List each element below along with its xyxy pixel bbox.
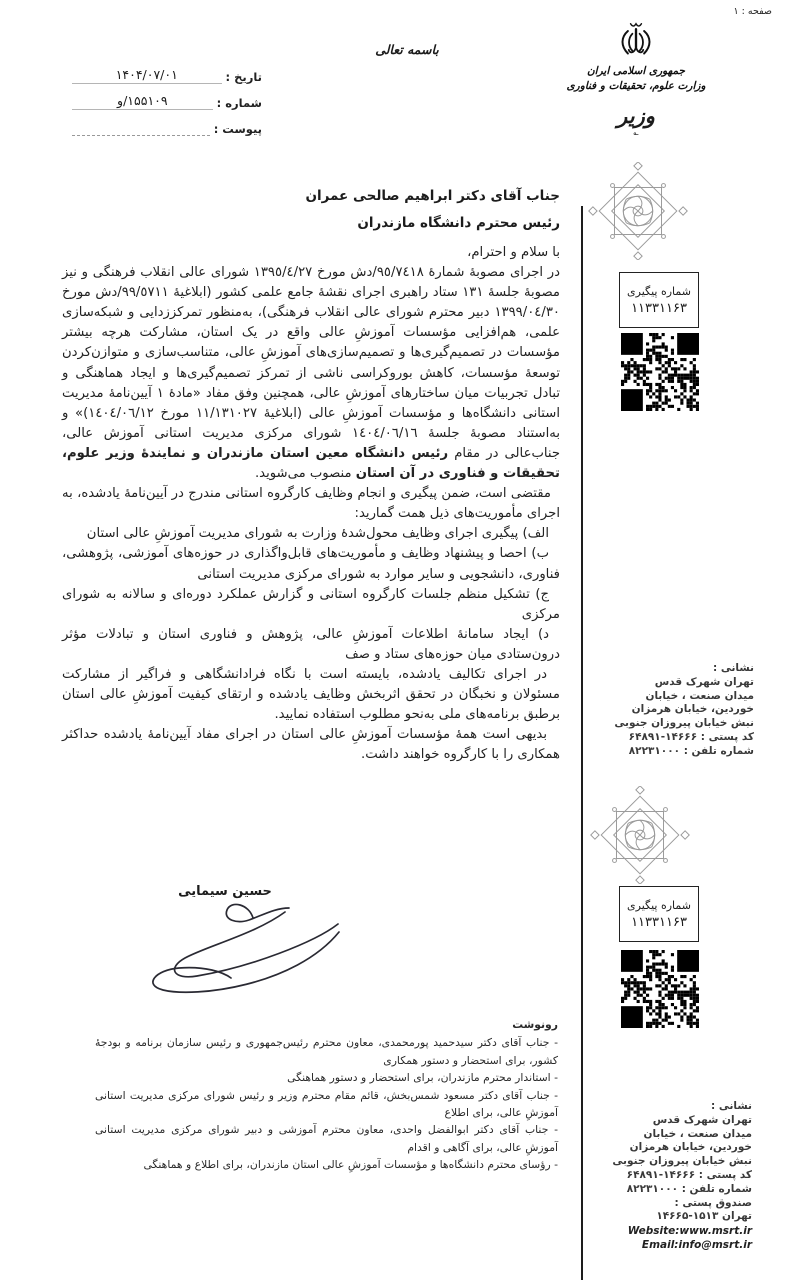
appointment-bold: رئیس دانشگاه معین استان مازندران و نمایندهٔ وزیر علوم، تحقیقات و فناوری در آن استان bbox=[62, 445, 560, 482]
paragraph-closing: بدیهی است همهٔ مؤسسات آموزشِ عالی استان در اجرای مفاد آیین‌نامهٔ یادشده حداکثر همکاری را با کارگروه خواهند داشت. bbox=[62, 727, 560, 763]
letter-body bbox=[62, 243, 560, 765]
tracking-label: شماره پیگیری bbox=[627, 898, 691, 912]
country-name: جمهوری اسلامی ایران bbox=[586, 65, 686, 77]
iran-emblem-icon bbox=[618, 18, 654, 62]
tracking-number: ۱۱۳۳۱۱۶۳ bbox=[631, 914, 687, 930]
paragraph-duties: در اجرای تکالیف یادشده، بایسته است با نگاه فرادانشگاهی و فراگیر از مشارکت مسئولان و نخبگان در تحقق اثربخش وظایف یادشده و ارتقای کیفیت آموزشِ عالی استان برطبق برنامه‌های ملی به‌نحو مطلوب استفاده نمایید. bbox=[62, 666, 560, 723]
address-line: نبش خیابان پیروزان جنوبی bbox=[614, 717, 754, 730]
address-line: تهران ۱۵۱۳-۱۴۶۶۵ bbox=[656, 1210, 752, 1223]
date-row bbox=[72, 58, 262, 84]
email-link[interactable]: Email:info@msrt.ir bbox=[641, 1239, 752, 1252]
address-block-footer bbox=[594, 1100, 752, 1252]
address-line: نبش خیابان پیروزان جنوبی bbox=[612, 1155, 752, 1168]
address-line: خوردین، خیابان هرمزان bbox=[631, 703, 754, 716]
cc-item: - جناب آقای دکتر مسعود شمس‌بخش، قائم مقام محترم وزیر و رئیس شورای مرکزی مدیریت استانی آموزشِ عالی، برای اطلاع bbox=[95, 1087, 558, 1122]
cc-item: - رؤسای محترم دانشگاه‌ها و مؤسسات آموزشِ عالی استان مازندران، برای اطلاع و هماهنگی bbox=[95, 1156, 558, 1173]
number-label: شماره : bbox=[216, 96, 262, 110]
address-block bbox=[596, 662, 754, 759]
paragraph-appointment: در اجرای مصوبهٔ شمارهٔ ٩٥/٧٤١٨/دش مورخ ١٣٩٥/٤/٢٧ شورای عالی انقلاب فرهنگی و نیز مصوبهٔ جلسهٔ ١٣١ ستاد راهبری اجرای نقشهٔ جامع علمی کشور (ابلاغیهٔ ٩٩/٥٧١١/دش مورخ ١٣٩٩/٠٤/٣٠ دبیر محترم شورای عالی انقلاب فرهنگی)، به‌منظور تمرکززدایی و شبکه‌سازی علمی، هم‌افزایی مؤسسات آموزشِ عالی واقع در یک استان، مشارکت هرچه بیشتر مؤسسات در تصمیم‌گیری‌ها و تصمیم‌سازی‌های آموزشِ عالی، متناسب‌سازی و متوازن‌کردن توسعهٔ مؤسسات، کاهش بوروکراسی ناشی از تمرکز تصمیم‌گیری‌ها و ایجاد هماهنگی و تبادل تجربیات میان ساختارهای آموزشِ عالی، همچنین وفق مفاد «مادهٔ ١ آیین‌نامهٔ مدیریت استانی دانشگاه‌ها و مؤسسات آموزشِ عالی (ابلاغیهٔ ١١/١٣١٠٢٧ مورخ ١٤٠٤/٠٦/١٢)» و به‌استناد مصوبهٔ جلسهٔ ١٤٠٤/٠٦/١٦ شورای مرکزی مدیریت استانی آموزش عالی، جناب‌عالی در مقام رئیس دانشگاه معین استان مازندران و نمایندهٔ وزیر علوم، تحقیقات و فناوری در آن استان منصوب می‌شوید. bbox=[62, 265, 561, 482]
tracking-label: شماره پیگیری bbox=[627, 284, 691, 298]
letter-meta bbox=[72, 58, 262, 136]
salutation: با سلام و احترام، bbox=[467, 245, 560, 260]
address-line: صندوق پستی : bbox=[674, 1196, 752, 1209]
vertical-divider bbox=[581, 206, 583, 1280]
cc-title: رونوشت bbox=[512, 1018, 558, 1031]
ornament-mark: ؎ bbox=[633, 128, 639, 138]
tracking-number-box bbox=[619, 272, 699, 328]
signer-name: حسین سیمایی bbox=[178, 884, 272, 899]
attachment-value bbox=[72, 120, 210, 136]
government-header bbox=[555, 18, 717, 138]
mission-item: ج) تشکیل منظم جلسات کارگروه استانی و گزارش عملکرد دوره‌ای و سالانه به شورای مرکزی bbox=[62, 586, 560, 622]
tracking-number-box bbox=[619, 886, 699, 942]
cc-item: - جناب آقای دکتر ابوالفضل واحدی، معاون محترم آموزشی و دبیر شورای مرکزی مدیریت استانی آموزشِ عالی، برای آگاهی و اقدام bbox=[95, 1121, 558, 1156]
address-line: شماره تلفن : ۸۲۲۳۱۰۰۰ bbox=[626, 1182, 752, 1195]
recipient-name: جناب آقای دکتر ابراهیم صالحی عمران bbox=[305, 188, 560, 204]
address-line: نشانی : bbox=[711, 1100, 752, 1112]
minister-title: وزیر bbox=[617, 104, 655, 128]
star-ornament-icon bbox=[590, 786, 690, 884]
attachment-label: پیوست : bbox=[213, 122, 262, 136]
address-line: کد پستی : ۱۴۶۶۶-۶۴۸۹۱ bbox=[628, 730, 754, 743]
ministry-name: وزارت علوم، تحقیقات و فناوری bbox=[566, 80, 706, 92]
address-line: کد پستی : ۱۴۶۶۶-۶۴۸۹۱ bbox=[626, 1168, 752, 1181]
recipient-block bbox=[62, 183, 560, 237]
tracking-number: ۱۱۳۳۱۱۶۳ bbox=[631, 300, 687, 316]
recipient-title: رئیس محترم دانشگاه مازندران bbox=[357, 215, 560, 231]
page-number: صفحه : ۱ bbox=[733, 6, 772, 17]
mission-item: د) ایجاد سامانهٔ اطلاعات آموزشِ عالی، پژوهش و فناوری استان و تبادلات مؤثر درون‌ستادی میان حوزه‌های ستاد و صف bbox=[62, 626, 560, 662]
mission-item: ب) احصا و پیشنهاد وظایف و مأموریت‌های قابل‌واگذاری در حوزه‌های آموزشی، پژوهشی، فناوری، دانشجویی و سایر موارد به شورای مرکزی مدیریت استانی bbox=[62, 546, 560, 582]
address-line: نشانی : bbox=[713, 662, 754, 674]
address-line: تهران شهرک قدس bbox=[654, 675, 754, 688]
address-line: شماره تلفن : ۸۲۲۳۱۰۰۰ bbox=[628, 744, 754, 757]
qr-code bbox=[621, 333, 699, 411]
address-line: تهران شهرک قدس bbox=[652, 1113, 752, 1126]
mission-item: الف) پیگیری اجرای وظایف محول‌شدهٔ وزارت به شورای مدیریت آموزشِ عالی استان bbox=[86, 526, 549, 542]
cc-section bbox=[95, 1016, 558, 1174]
attachment-row bbox=[72, 110, 262, 136]
qr-code bbox=[621, 950, 699, 1028]
paragraph-missions-intro: مقتضی است، ضمن پیگیری و انجام وظایف کارگروه استانی مندرج در آیین‌نامهٔ یادشده، به اجرای مأموریت‌های ذیل همت گمارید: bbox=[62, 486, 560, 522]
date-label: تاریخ : bbox=[225, 70, 262, 84]
address-line: میدان صنعت ، خیابان bbox=[643, 1127, 752, 1140]
cc-item: - جناب آقای دکتر سیدحمید پورمحمدی، معاون محترم رئیس‌جمهوری و رئیس سازمان برنامه و بودجهٔ کشور، برای استحضار و دستور همکاری bbox=[95, 1034, 558, 1069]
star-ornament-icon bbox=[588, 162, 688, 260]
bismillah: باسمه تعالی bbox=[375, 42, 439, 57]
signature-icon bbox=[133, 896, 353, 996]
number-value: ۱۵۵۱۰۹/و bbox=[72, 93, 213, 110]
cc-item: - استاندار محترم مازندران، برای استحضار و دستور هماهنگی bbox=[95, 1069, 558, 1086]
website-link[interactable]: Website:www.msrt.ir bbox=[627, 1225, 752, 1238]
number-row bbox=[72, 84, 262, 110]
address-line: میدان صنعت ، خیابان bbox=[645, 689, 754, 702]
date-value: ۱۴۰۴/۰۷/۰۱ bbox=[72, 67, 222, 84]
address-line: خوردین، خیابان هرمزان bbox=[629, 1141, 752, 1154]
